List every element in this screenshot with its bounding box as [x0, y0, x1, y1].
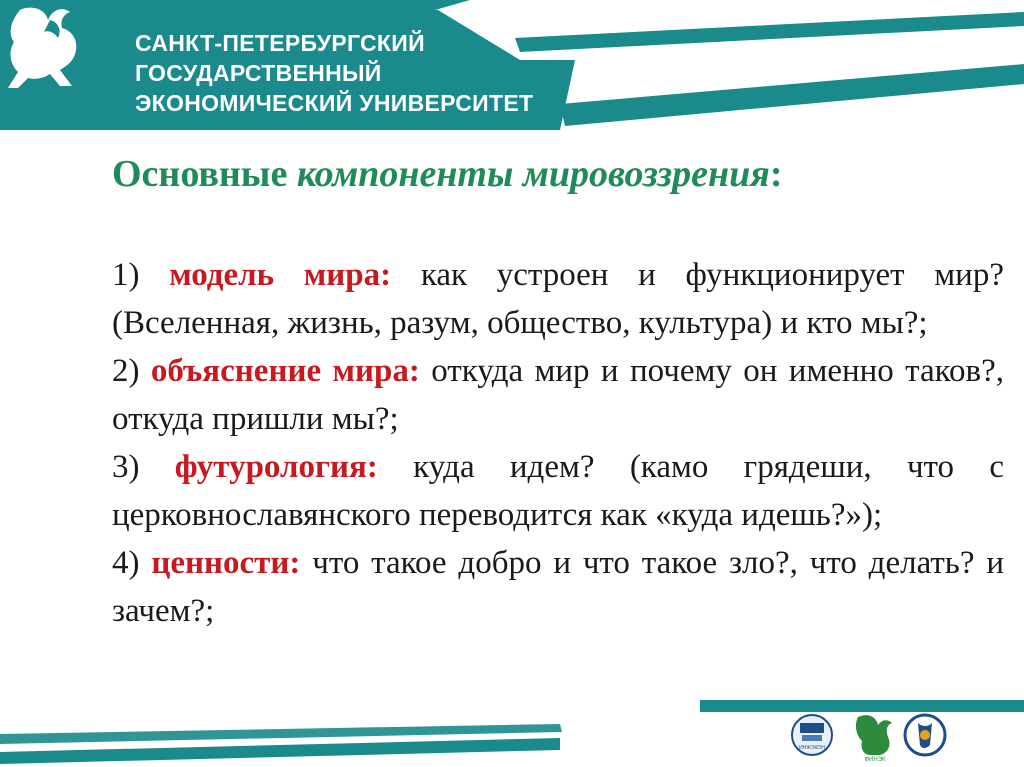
- item-number: 4): [112, 545, 152, 581]
- item-text: что такое добро и что такое зло?, что делать? и зачем?;: [112, 545, 1004, 629]
- components-list: [112, 251, 1004, 635]
- item-text: как устроен и функционирует мир? (Вселенная, жизнь, разум, общество, культура) и кто мы?;: [112, 257, 1004, 341]
- griffin-icon: [0, 0, 95, 95]
- slide-title: [112, 152, 782, 196]
- item-number: 2): [112, 353, 151, 389]
- griffin-badge-icon: [856, 715, 892, 763]
- title-italic: компоненты мировоззрения: [296, 153, 770, 195]
- list-item: [112, 251, 1004, 347]
- title-end: :: [769, 153, 783, 195]
- list-item: [112, 347, 1004, 443]
- footer-badges: [790, 705, 950, 763]
- header-banner: [0, 0, 1024, 135]
- university-name-line-3: ЭКОНОМИЧЕСКИЙ УНИВЕРСИТЕТ: [135, 90, 534, 116]
- university-seal-icon: [792, 715, 832, 755]
- item-text: откуда мир и почему он именно таков?, откуда пришли мы?;: [112, 353, 1004, 437]
- item-number: 1): [112, 257, 170, 293]
- university-name-line-1: САНКТ-ПЕТЕРБУРГСКИЙ: [135, 30, 425, 56]
- university-name-line-2: ГОСУДАРСТВЕННЫЙ: [135, 60, 382, 86]
- seal-label: ИНЖЭКОН: [799, 745, 825, 751]
- title-plain: Основные: [112, 153, 297, 195]
- item-text: куда идем? (камо грядеши, что с церковнославянского переводится как «куда идешь?»);: [112, 449, 1004, 533]
- emblem-badge-icon: [905, 715, 945, 755]
- list-item: [112, 443, 1004, 539]
- item-keyword: ценности:: [151, 545, 301, 581]
- list-item: [112, 539, 1004, 635]
- item-keyword: объяснение мира:: [150, 353, 420, 389]
- item-number: 3): [112, 449, 175, 485]
- item-keyword: модель мира:: [169, 257, 392, 293]
- griffin-badge-label: ФИНЭК: [864, 757, 886, 763]
- university-name: [135, 28, 533, 118]
- item-keyword: футурология:: [174, 449, 378, 485]
